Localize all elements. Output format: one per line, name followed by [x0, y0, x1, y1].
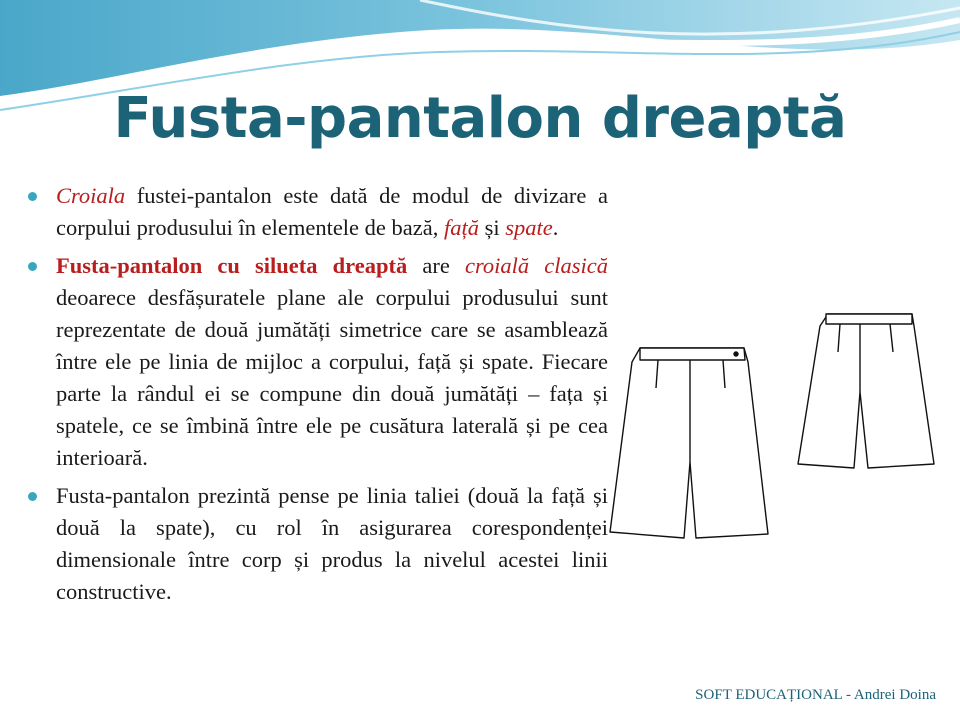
- footer-credit: SOFT EDUCAȚIONAL - Andrei Doina: [695, 687, 936, 703]
- text-segment: și: [479, 215, 506, 240]
- text-segment: fustei-pantalon este dată de modul de divizare a corpului produsului în elementele de bază,: [56, 183, 608, 240]
- term-croiala-clasica: croială clasică: [464, 253, 608, 278]
- bullet-croiala: [56, 180, 608, 244]
- slide-title: Fusta-pantalon dreaptă: [113, 86, 847, 151]
- term-spate: spate: [505, 215, 553, 240]
- culottes-illustration: [608, 312, 936, 544]
- term-fata: față: [444, 215, 480, 240]
- bullet-pense: Fusta-pantalon prezintă pense pe linia taliei (două la față și două la spate), cu rol în asigurarea corespondenței dimensionale între corp și produs la nivelul acestei linii constructive.: [56, 480, 608, 608]
- bullet-silueta-dreapta: [56, 250, 608, 474]
- text-segment: deoarece desfășuratele plane ale corpului produsului sunt reprezentate de două jumătăți simetrice care se asamblează între ele pe linia de mijloc a corpului, față și spate. Fiecare parte la rândul ei se compune din două jumătăți – fața și spatele, ce se îmbină între ele pe cusătura laterală și pe cea interioară.: [56, 285, 608, 470]
- term-croiala: Croiala: [56, 183, 126, 208]
- text-segment: are: [407, 253, 465, 278]
- back-view-drawing: [798, 314, 934, 468]
- term-fusta-pantalon-dreapta: Fusta-pantalon cu silueta dreaptă: [56, 253, 408, 278]
- text-segment: .: [552, 215, 559, 240]
- body-text: [56, 180, 608, 614]
